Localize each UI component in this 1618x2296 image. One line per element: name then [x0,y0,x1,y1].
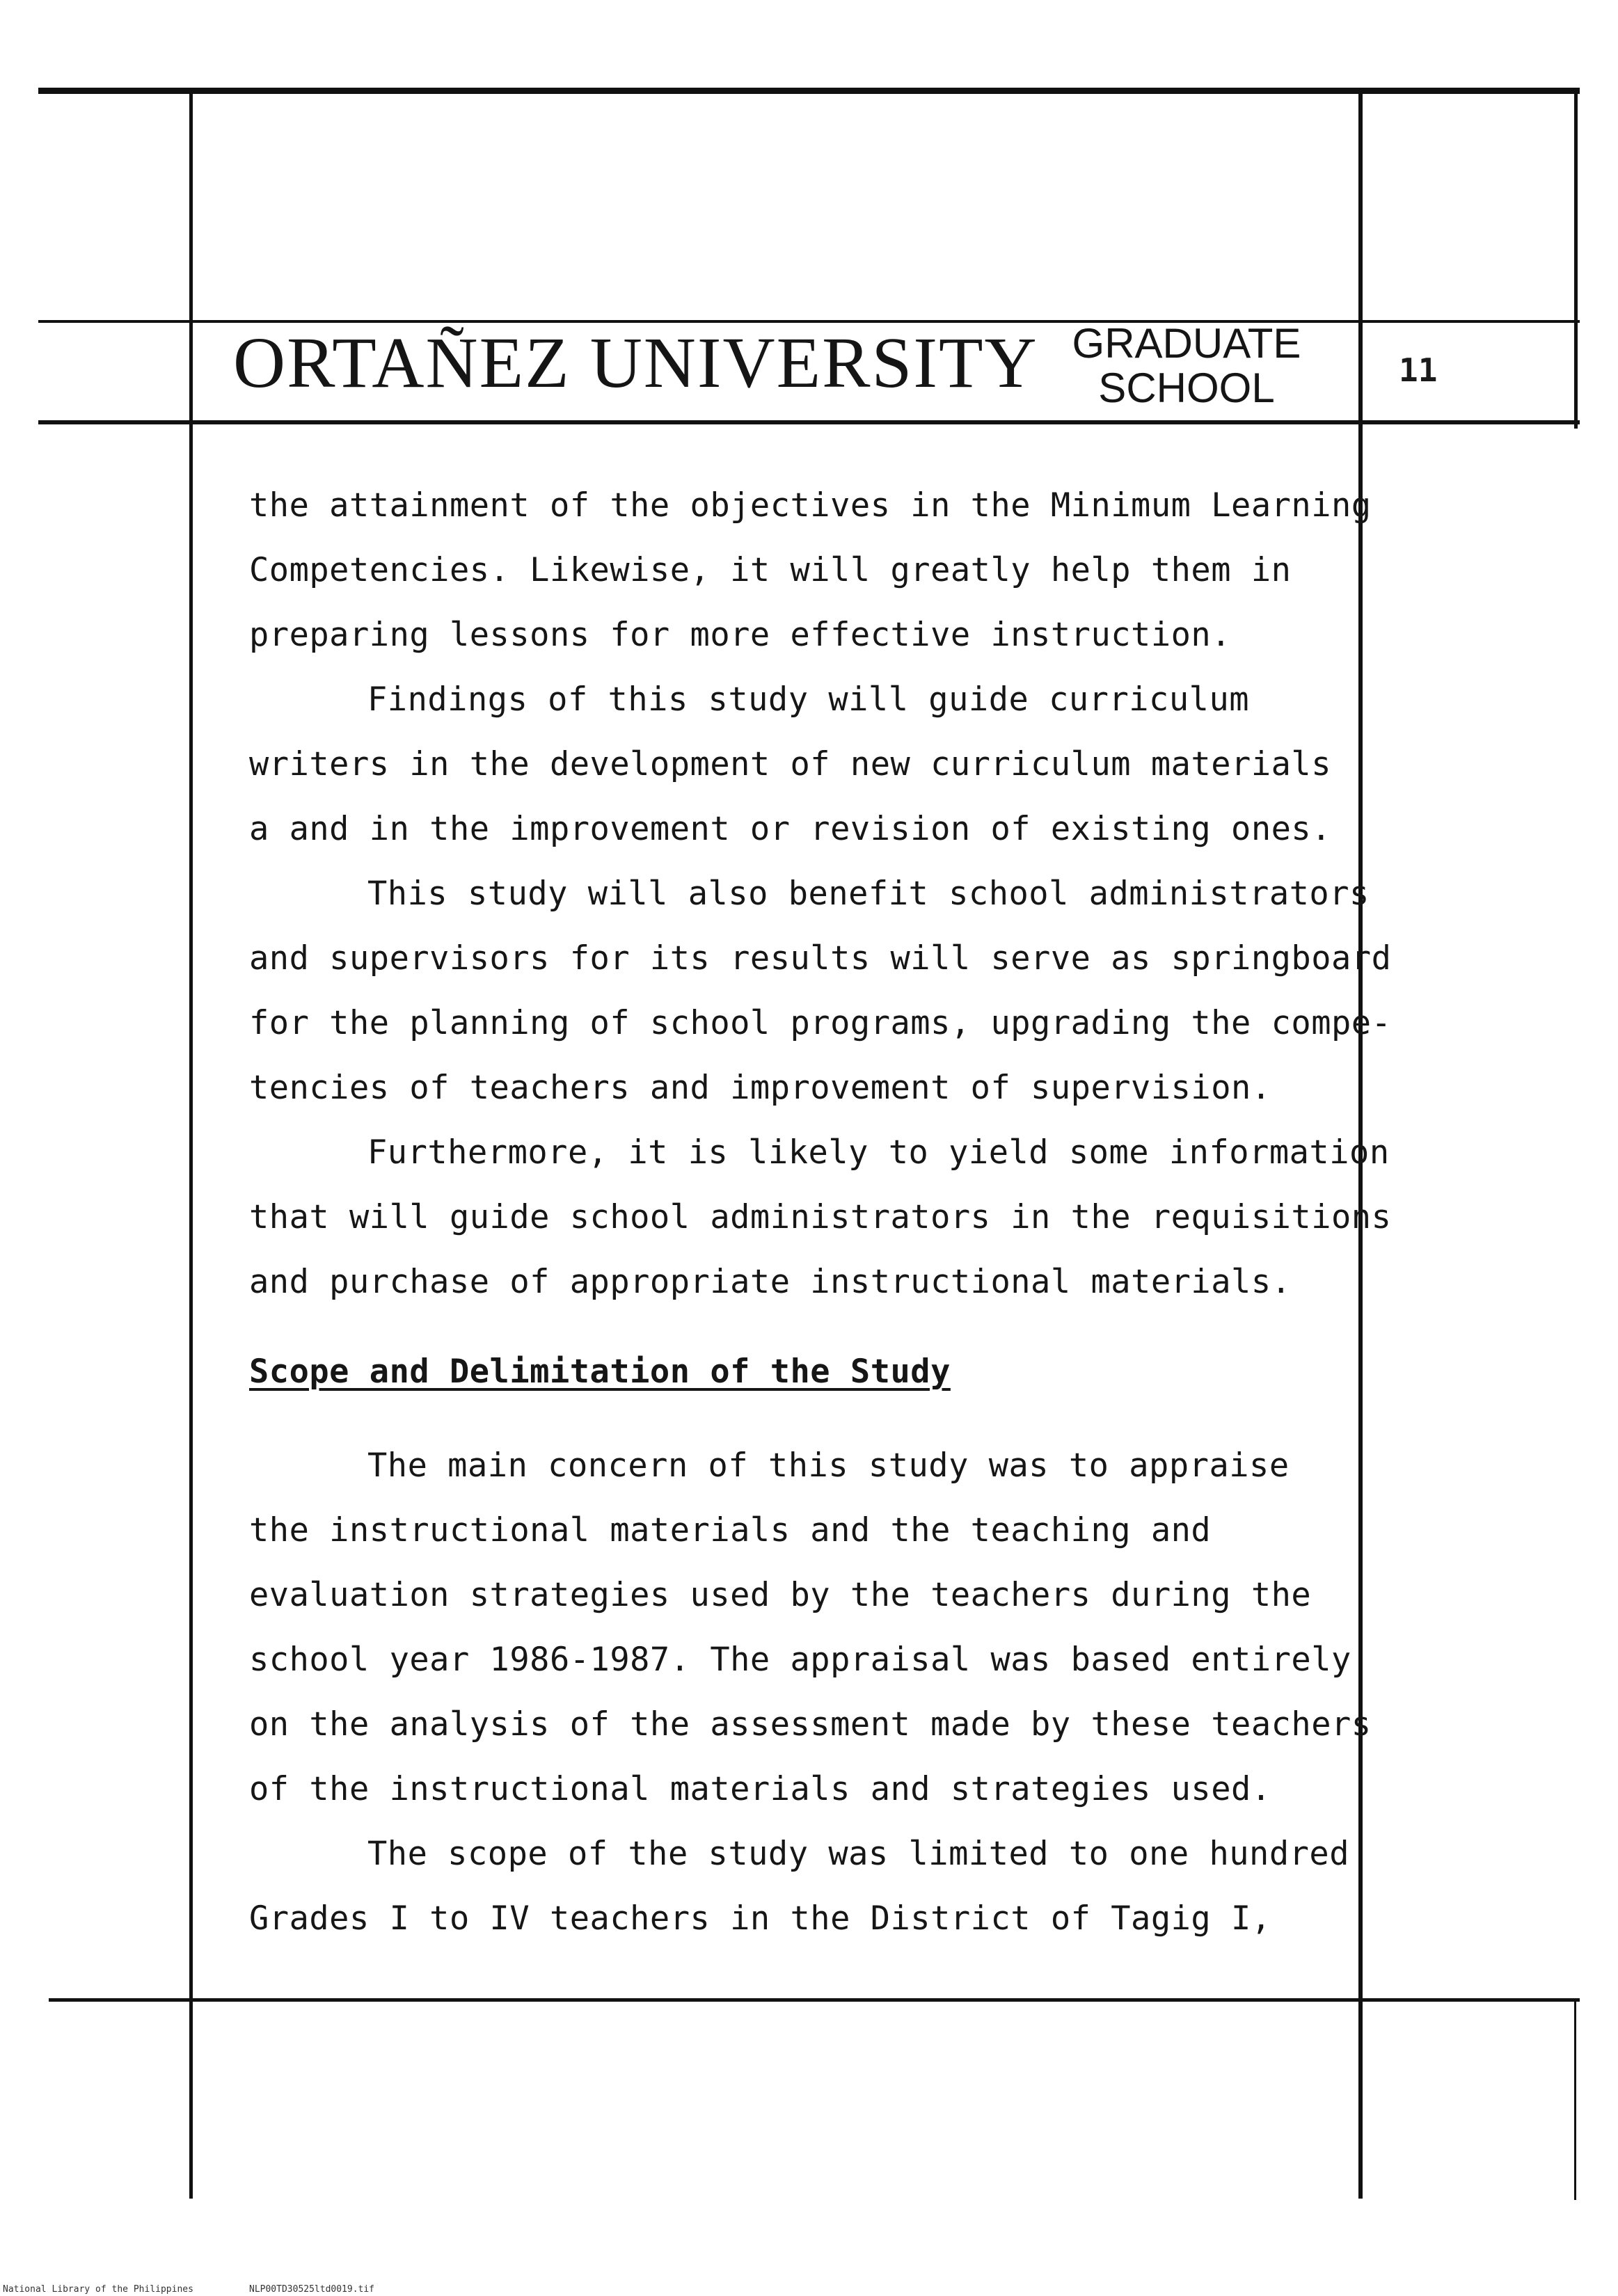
text-line: that will guide school administrators in the requisitions [249,1198,1392,1236]
text-line: Competencies. Likewise, it will greatly help them in [249,551,1292,589]
text-line: This study will also benefit school administrators [367,875,1370,913]
top-border-rule [38,88,1580,94]
text-line: The scope of the study was limited to one hundred [367,1835,1350,1873]
text-line: of the instructional materials and strategies used. [249,1770,1271,1808]
text-line: a and in the improvement or revision of existing ones. [249,810,1332,848]
page-number: 11 [1399,351,1438,389]
left-margin-rule [189,94,193,2199]
text-line: Furthermore, it is likely to yield some information [367,1133,1390,1172]
text-line: The main concern of this study was to appraise [367,1446,1290,1485]
footer-file-name: NLP00TD30525ltd0019.tif [249,2284,375,2295]
text-line: the attainment of the objectives in the Minimum Learning [249,486,1372,525]
text-line: preparing lessons for more effective instruction. [249,616,1232,654]
text-line: tencies of teachers and improvement of supervision. [249,1069,1271,1107]
footer-library: National Library of the Philippines [3,2284,193,2295]
text-line: for the planning of school programs, upgrading the compe- [249,1004,1392,1042]
footer-edge-rule [1574,1998,1576,2200]
text-line: and purchase of appropriate instructional materials. [249,1263,1292,1301]
right-edge-rule [1574,88,1578,429]
body-bottom-rule [49,1998,1580,2002]
university-name: ORTAÑEZ UNIVERSITY [233,323,1038,403]
text-line: the instructional materials and the teaching and [249,1511,1212,1549]
text-line: and supervisors for its results will serve as springboard [249,939,1392,978]
document-body [249,473,1392,1951]
section-heading: Scope and Delimitation of the Study [249,1353,951,1391]
text-line: school year 1986-1987. The appraisal was based entirely [249,1641,1351,1679]
text-line: writers in the development of new curriculum materials [249,745,1332,783]
text-line: on the analysis of the assessment made by these teachers [249,1705,1372,1744]
school-name-line2: SCHOOL [1098,365,1275,411]
header-bottom-rule [38,420,1580,424]
text-line: Findings of this study will guide curriculum [367,680,1250,719]
text-line: Grades I to IV teachers in the District of Tagig I, [249,1899,1271,1938]
school-name-line1: GRADUATE [1072,320,1301,367]
school-name [1054,321,1319,410]
text-line: evaluation strategies used by the teachers during the [249,1576,1312,1614]
